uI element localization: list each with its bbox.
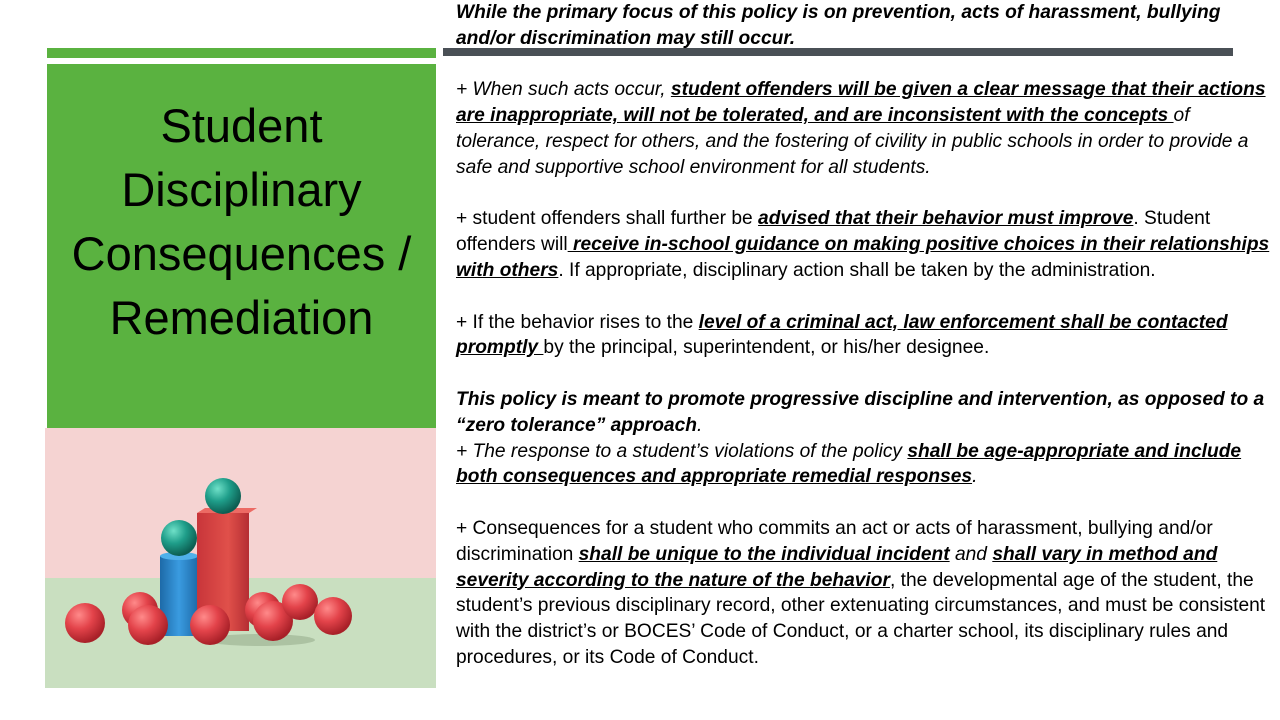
para1-prefix: + When such acts occur, xyxy=(456,79,671,101)
para3-prefix: + If the behavior rises to the xyxy=(456,311,699,333)
title-line: Student xyxy=(160,99,323,152)
para4-end: . xyxy=(696,414,703,436)
policy-paragraph-6 xyxy=(456,516,1276,671)
title-line: Consequences / xyxy=(71,227,412,280)
para4-bold: This policy is meant to promote progressive discipline and intervention, as opposed to a “zero tolerance” approach xyxy=(456,388,1265,436)
para3-emphasis: level of a criminal act, law enforcement shall be contacted promptly xyxy=(456,311,1228,359)
para2-suffix: . If appropriate, disciplinary action shall be taken by the administration. xyxy=(558,259,1156,281)
para5-suffix: . xyxy=(972,466,978,488)
policy-paragraph-3 xyxy=(456,310,1276,362)
title-line: Remediation xyxy=(109,291,374,344)
para6-prefix: + Consequences for a student who commits an act or acts of harassment, bullying and/or discrimination xyxy=(456,517,1213,565)
para6-emphasis-1: shall be unique to the individual incident xyxy=(578,543,950,565)
slide-title xyxy=(47,94,436,350)
para3-suffix: by the principal, superintendent, or his/her designee. xyxy=(543,337,990,359)
policy-paragraph-5 xyxy=(456,439,1276,491)
title-panel xyxy=(47,64,436,428)
para1-emphasis: student offenders will be given a clear message that their actions are inappropriate, will not be tolerated, and are inconsistent with the concepts xyxy=(456,79,1266,127)
para5-emphasis: shall be age-appropriate and include both consequences and appropriate remedial responses xyxy=(456,440,1242,488)
para2-mid: . Student offenders will xyxy=(456,208,1211,256)
para1-suffix: of tolerance, respect for others, and the fostering of civility in public schools in order to provide a safe and supportive school environment for all students. xyxy=(456,105,1249,178)
policy-paragraph-4 xyxy=(456,387,1276,439)
policy-text xyxy=(456,0,1276,671)
para6-suffix: , the developmental age of the student, the student’s previous disciplinary record, other extenuating circumstances, and must be consistent with the district’s or BOCES’ Code of Conduct, or a charter school, its disciplinary rules and procedures, or its Code of Conduct. xyxy=(456,569,1266,668)
para2-emphasis-1: advised that their behavior must improve xyxy=(758,208,1134,230)
para6-mid: and xyxy=(949,543,993,565)
title-line: Disciplinary xyxy=(121,163,362,216)
policy-paragraph-1 xyxy=(456,77,1276,180)
accent-rule-green xyxy=(47,48,436,58)
para5-prefix: + The response to a student’s violations of the policy xyxy=(456,440,908,462)
para2-emphasis-2: receive in-school guidance on making positive choices in their relationships with others xyxy=(456,234,1270,281)
balls-and-blocks-illustration xyxy=(45,428,436,688)
para2-prefix: + student offenders shall further be xyxy=(456,208,759,230)
intro-statement: While the primary focus of this policy is on prevention, acts of harassment, bullying and/or discrimination may still occur. xyxy=(456,2,1221,49)
policy-paragraph-2 xyxy=(456,206,1276,283)
para6-emphasis-2: shall vary in method and severity according to the nature of the behavior xyxy=(456,543,1218,591)
